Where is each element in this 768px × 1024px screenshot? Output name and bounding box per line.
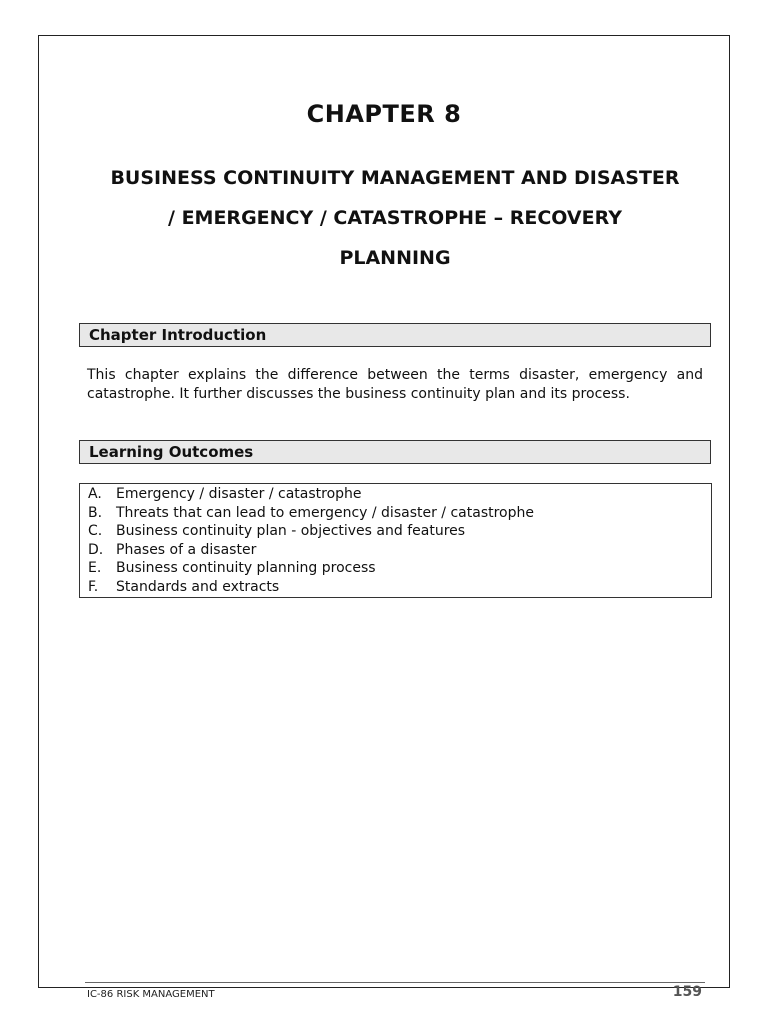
- list-item: [88, 578, 711, 597]
- chapter-title: [80, 158, 710, 278]
- list-item-letter: D.: [88, 541, 104, 558]
- list-item: [88, 559, 711, 578]
- list-item-letter: B.: [88, 504, 103, 521]
- list-item: [88, 522, 711, 541]
- list-item-text: Business continuity planning process: [116, 560, 376, 576]
- chapter-title-line: PLANNING: [339, 247, 451, 269]
- list-item-text: Threats that can lead to emergency / disaster / catastrophe: [116, 504, 534, 521]
- list-item-text: Business continuity plan - objectives and features: [116, 523, 466, 539]
- chapter-title-line: BUSINESS CONTINUITY MANAGEMENT AND DISASTER: [110, 167, 680, 189]
- footer-book-title: IC-86 RISK MANAGEMENT: [87, 989, 215, 1000]
- page-number: 159: [672, 984, 702, 1000]
- list-item: [88, 485, 711, 504]
- list-item: [88, 541, 711, 560]
- list-item-letter: C.: [88, 523, 103, 539]
- list-item-letter: E.: [88, 560, 102, 576]
- learning-outcomes-list: [79, 483, 712, 598]
- list-item-letter: F.: [88, 578, 99, 595]
- chapter-title-line: / EMERGENCY / CATASTROPHE – RECOVERY: [168, 207, 622, 229]
- chapter-introduction-header: Chapter Introduction: [79, 323, 711, 347]
- list-item-text: Phases of a disaster: [116, 541, 257, 558]
- chapter-number: CHAPTER 8: [306, 100, 462, 128]
- list-item-text: Emergency / disaster / catastrophe: [116, 486, 362, 502]
- learning-outcomes-header: Learning Outcomes: [79, 440, 711, 464]
- list-item-text: Standards and extracts: [116, 578, 280, 595]
- footer-divider: [85, 982, 705, 983]
- list-item: [88, 504, 711, 523]
- list-item-letter: A.: [88, 486, 102, 502]
- chapter-introduction-text: This chapter explains the difference between the terms disaster, emergency and catastrophe. It further discusses the business continuity plan and its process.: [87, 367, 703, 402]
